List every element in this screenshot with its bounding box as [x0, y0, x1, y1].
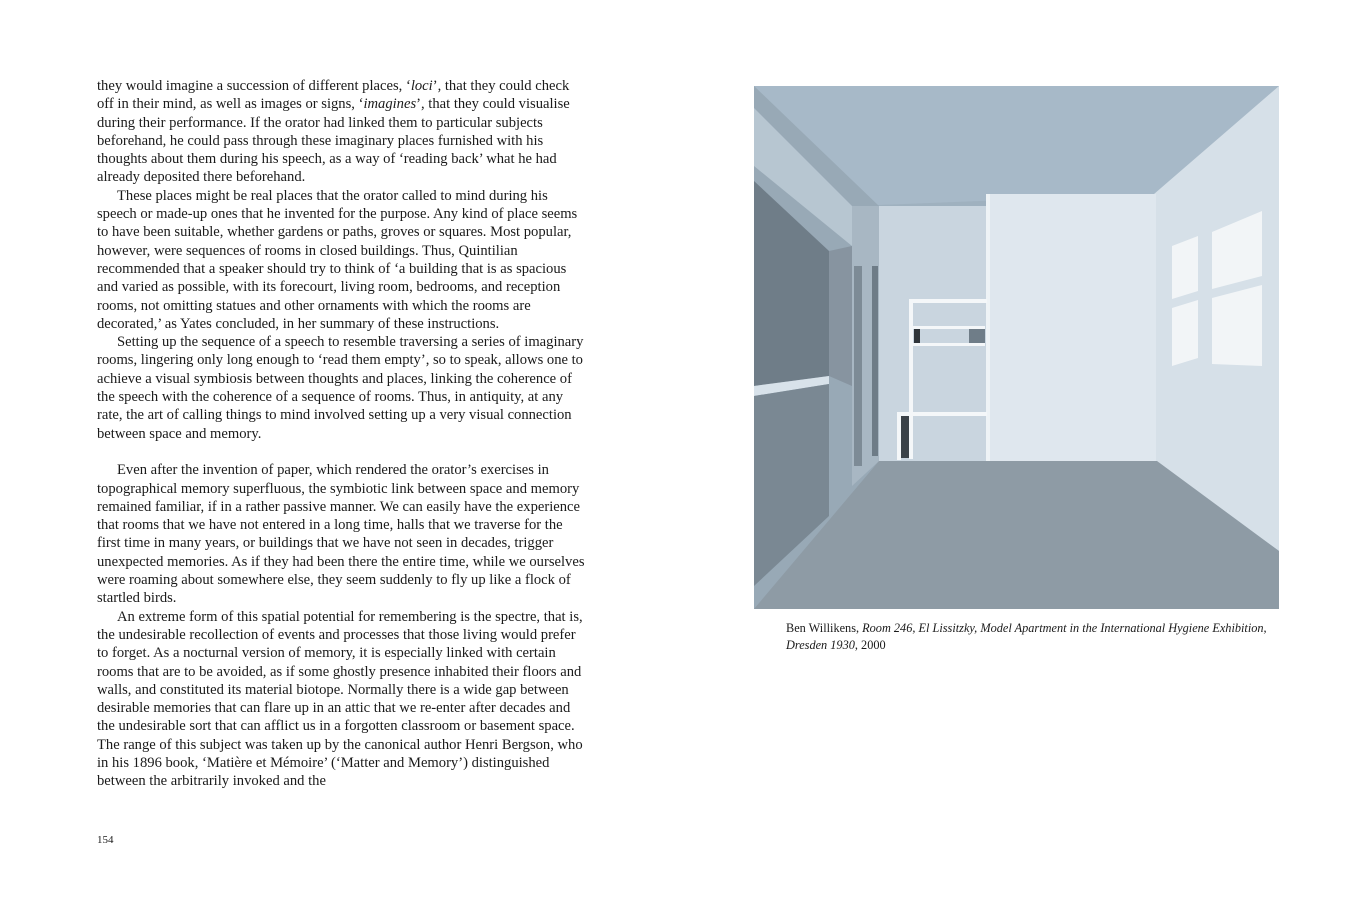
artwork-image	[754, 86, 1279, 609]
paragraph-1	[97, 77, 587, 187]
body-text-column	[97, 77, 587, 791]
figure-caption	[786, 620, 1276, 654]
caption-artist: Ben Willikens,	[786, 621, 863, 635]
paragraph-2: These places might be real places that the orator called to mind during his speech or made-up ones that he invented for the purpose. Any kind of place seems to have been suitable, whether gardens or paths, groves or squares. Most popular, however, were sequences of rooms in closed buildings. Thus, Quintilian recommended that a speaker should try to think of ‘a building that is as spacious and varied as possible, with its forecourt, living room, bedrooms, and reception rooms, not omitting statues and other ornaments with which the rooms are decorated,’ as Yates concluded, in her summary of these instructions.	[97, 187, 578, 332]
panel	[1172, 236, 1198, 299]
paragraph-3: Setting up the sequence of a speech to resemble traversing a series of imaginary rooms, lingering only long enough to ‘read them empty’, so to speak, allows one to achieve a visual symbiosis between thoughts and places, linking the coherence of the speech with the coherence of a sequence of rooms. Thus, in antiquity, at any rate, the art of calling things to mind involved setting up a very visual connection between space and memory.	[97, 334, 584, 442]
page-number: 154	[97, 834, 114, 846]
paragraph-1-part: they would imagine a succession of different places, ‘	[97, 78, 411, 94]
paragraph-5: An extreme form of this spatial potential for remembering is the spectre, that is, the undesirable recollection of events and processes that those living would prefer to forget. As a nocturnal version of memory, it is especially linked with certain rooms that are to be avoided, as if some ghostly presence inhabited their floors and walls, and constituted its material biotope. Normally there is a wide gap between desirable memories that can flare up in an attic that we re-enter after decades and the undesirable sort that can afflict us in a forgotten classroom or basement space. The range of this subject was taken up by the canonical author Henri Bergson, who in his 1896 book, ‘Matière et Mémoire’ (‘Matter and Memory’) distinguished between the arbitrarily invoked and the	[97, 608, 583, 790]
caption-year: , 2000	[854, 638, 886, 652]
term-loci: loci	[410, 78, 433, 94]
term-imagines: imagines	[363, 96, 417, 113]
paragraph-4: Even after the invention of paper, which rendered the orator’s exercises in topographical memory superfluous, the symbiotic link between space and memory remained familiar, if in a rather passive manner. We can easily have the experience that rooms that we have not entered in a long time, halls that we traverse for the first time in many years, or buildings that we have not seen in decades, trigger unexpected memories. As if they had been there the entire time, while we ourselves were roaming about somewhere else, they seem suddenly to fly up like a flock of startled birds.	[97, 462, 585, 607]
paragraph-1-part: ’, that they could visualise during their performance. If the orator had linked them to particular subjects beforehand, he could pass through these imaginary places furnished with his thoughts about them during his speech, as a way of ‘reading back’ what he had already deposited there beforehand.	[97, 96, 570, 186]
room-painting	[754, 86, 1279, 609]
paragraph-1-part: ’, that they could check off in their mind, as well as images or signs, ‘	[97, 78, 570, 113]
caption-title: Room 246, El Lissitzky, Model Apartment in the International Hygiene Exhibition, Dresden 1930	[786, 621, 1267, 652]
